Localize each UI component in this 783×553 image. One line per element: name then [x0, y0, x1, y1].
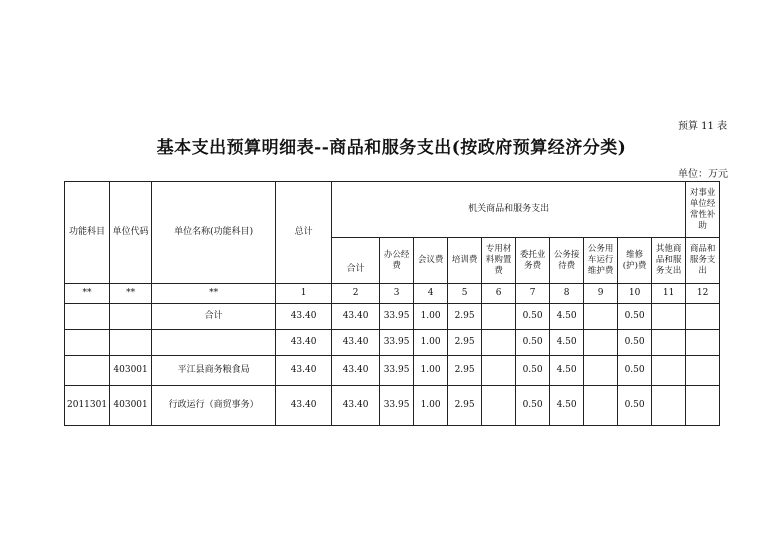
header-vehicle [584, 238, 618, 284]
vehicle-cell [584, 386, 618, 426]
header-commission-line-2: 务费 [524, 260, 542, 271]
func-subject-cell [65, 304, 110, 330]
header-group-government-goods: 机关商品和服务支出 [332, 182, 686, 238]
header-subsidy-line-2: 单位经 [689, 198, 716, 209]
header-vehicle-line-3: 维护费 [587, 266, 614, 276]
table-row [65, 386, 720, 426]
index-cell: 3 [380, 284, 414, 304]
index-cell: 9 [584, 284, 618, 304]
unit-name-cell: 合计 [152, 304, 276, 330]
other-cell [652, 304, 686, 330]
vehicle-cell [584, 330, 618, 356]
func-subject-cell [65, 330, 110, 356]
header-sum: 合计 [332, 238, 380, 284]
header-repair [618, 238, 652, 284]
budget-table [64, 181, 720, 426]
index-cell: 7 [516, 284, 550, 304]
repair-cell: 0.50 [618, 356, 652, 386]
header-other [652, 238, 686, 284]
index-cell: ** [65, 284, 110, 304]
goods-cell [686, 356, 720, 386]
sum-cell: 43.40 [332, 356, 380, 386]
table-row [65, 330, 720, 356]
header-reception [550, 238, 584, 284]
table-row [65, 356, 720, 386]
vehicle-cell [584, 356, 618, 386]
header-goods-line-2: 服务支 [689, 255, 716, 265]
index-cell: 6 [482, 284, 516, 304]
unit-label: 单位：万元 [678, 169, 728, 180]
commission-cell: 0.50 [516, 304, 550, 330]
form-number: 预算 11 表 [678, 121, 728, 132]
total-cell: 43.40 [276, 330, 332, 356]
unit-code-cell: 403001 [110, 386, 152, 426]
meeting-cell: 1.00 [414, 356, 448, 386]
header-material [482, 238, 516, 284]
goods-cell [686, 304, 720, 330]
index-cell: 8 [550, 284, 584, 304]
header-subsidy [686, 182, 720, 238]
header-goods [686, 238, 720, 284]
header-total: 总计 [276, 182, 332, 284]
commission-cell: 0.50 [516, 356, 550, 386]
header-goods-line-3: 出 [698, 266, 707, 276]
header-unit-name: 单位名称(功能科目) [152, 182, 276, 284]
index-cell: ** [110, 284, 152, 304]
material-cell [482, 386, 516, 426]
header-material-line-1: 专用材 [485, 244, 512, 254]
other-cell [652, 356, 686, 386]
other-cell [652, 330, 686, 356]
office-cell: 33.95 [380, 304, 414, 330]
header-vehicle-line-1: 公务用 [587, 244, 614, 254]
unit-name-cell: 行政运行（商贸事务） [152, 386, 276, 426]
sum-cell: 43.40 [332, 386, 380, 426]
header-subsidy-line-4: 助 [698, 220, 707, 231]
reception-cell: 4.50 [550, 304, 584, 330]
training-cell: 2.95 [448, 356, 482, 386]
header-goods-line-1: 商品和 [689, 244, 716, 254]
office-cell: 33.95 [380, 330, 414, 356]
material-cell [482, 356, 516, 386]
office-cell: 33.95 [380, 356, 414, 386]
header-meeting: 会议费 [414, 238, 448, 284]
header-repair-line-1: 维修 [626, 249, 644, 260]
reception-cell: 4.50 [550, 330, 584, 356]
total-cell: 43.40 [276, 304, 332, 330]
index-cell: 10 [618, 284, 652, 304]
meeting-cell: 1.00 [414, 304, 448, 330]
header-vehicle-line-2: 车运行 [587, 255, 614, 265]
header-subsidy-line-3: 常性补 [689, 209, 716, 220]
header-subsidy-line-1: 对事业 [689, 187, 716, 198]
page-title: 基本支出预算明细表--商品和服务支出(按政府预算经济分类) [156, 138, 627, 158]
header-repair-line-2: (护)费 [622, 260, 647, 271]
total-cell: 43.40 [276, 386, 332, 426]
goods-cell [686, 386, 720, 426]
total-cell: 43.40 [276, 356, 332, 386]
vehicle-cell [584, 304, 618, 330]
sum-cell: 43.40 [332, 304, 380, 330]
commission-cell: 0.50 [516, 330, 550, 356]
header-other-line-3: 务支出 [655, 266, 682, 276]
index-cell: ** [152, 284, 276, 304]
unit-name-cell: 平江县商务粮食局 [152, 356, 276, 386]
table-row [65, 304, 720, 330]
material-cell [482, 330, 516, 356]
index-cell: 5 [448, 284, 482, 304]
header-other-line-2: 品和服 [655, 255, 682, 265]
func-subject-cell [65, 356, 110, 386]
header-material-line-2: 料购置 [485, 255, 512, 265]
unit-code-cell [110, 330, 152, 356]
commission-cell: 0.50 [516, 386, 550, 426]
repair-cell: 0.50 [618, 386, 652, 426]
repair-cell: 0.50 [618, 304, 652, 330]
reception-cell: 4.50 [550, 356, 584, 386]
func-subject-cell: 2011301 [65, 386, 110, 426]
header-office-line-1: 办公经 [383, 249, 410, 260]
meeting-cell: 1.00 [414, 386, 448, 426]
repair-cell: 0.50 [618, 330, 652, 356]
header-commission-line-1: 委托业 [519, 249, 546, 260]
header-office [380, 238, 414, 284]
header-commission [516, 238, 550, 284]
reception-cell: 4.50 [550, 386, 584, 426]
index-cell: 2 [332, 284, 380, 304]
index-cell: 4 [414, 284, 448, 304]
office-cell: 33.95 [380, 386, 414, 426]
header-office-line-2: 费 [392, 260, 401, 271]
training-cell: 2.95 [448, 386, 482, 426]
index-cell: 11 [652, 284, 686, 304]
sum-cell: 43.40 [332, 330, 380, 356]
header-row-1 [65, 182, 720, 238]
header-reception-line-2: 待费 [558, 260, 576, 271]
header-func-subject: 功能科目 [65, 182, 110, 284]
index-cell: 1 [276, 284, 332, 304]
training-cell: 2.95 [448, 304, 482, 330]
header-training: 培训费 [448, 238, 482, 284]
header-unit-code: 单位代码 [110, 182, 152, 284]
header-material-line-3: 费 [494, 266, 503, 276]
meeting-cell: 1.00 [414, 330, 448, 356]
goods-cell [686, 330, 720, 356]
index-cell: 12 [686, 284, 720, 304]
unit-code-cell [110, 304, 152, 330]
header-other-line-1: 其他商 [655, 244, 682, 254]
unit-name-cell [152, 330, 276, 356]
other-cell [652, 386, 686, 426]
material-cell [482, 304, 516, 330]
index-row [65, 284, 720, 304]
training-cell: 2.95 [448, 330, 482, 356]
header-reception-line-1: 公务接 [553, 249, 580, 260]
unit-code-cell: 403001 [110, 356, 152, 386]
